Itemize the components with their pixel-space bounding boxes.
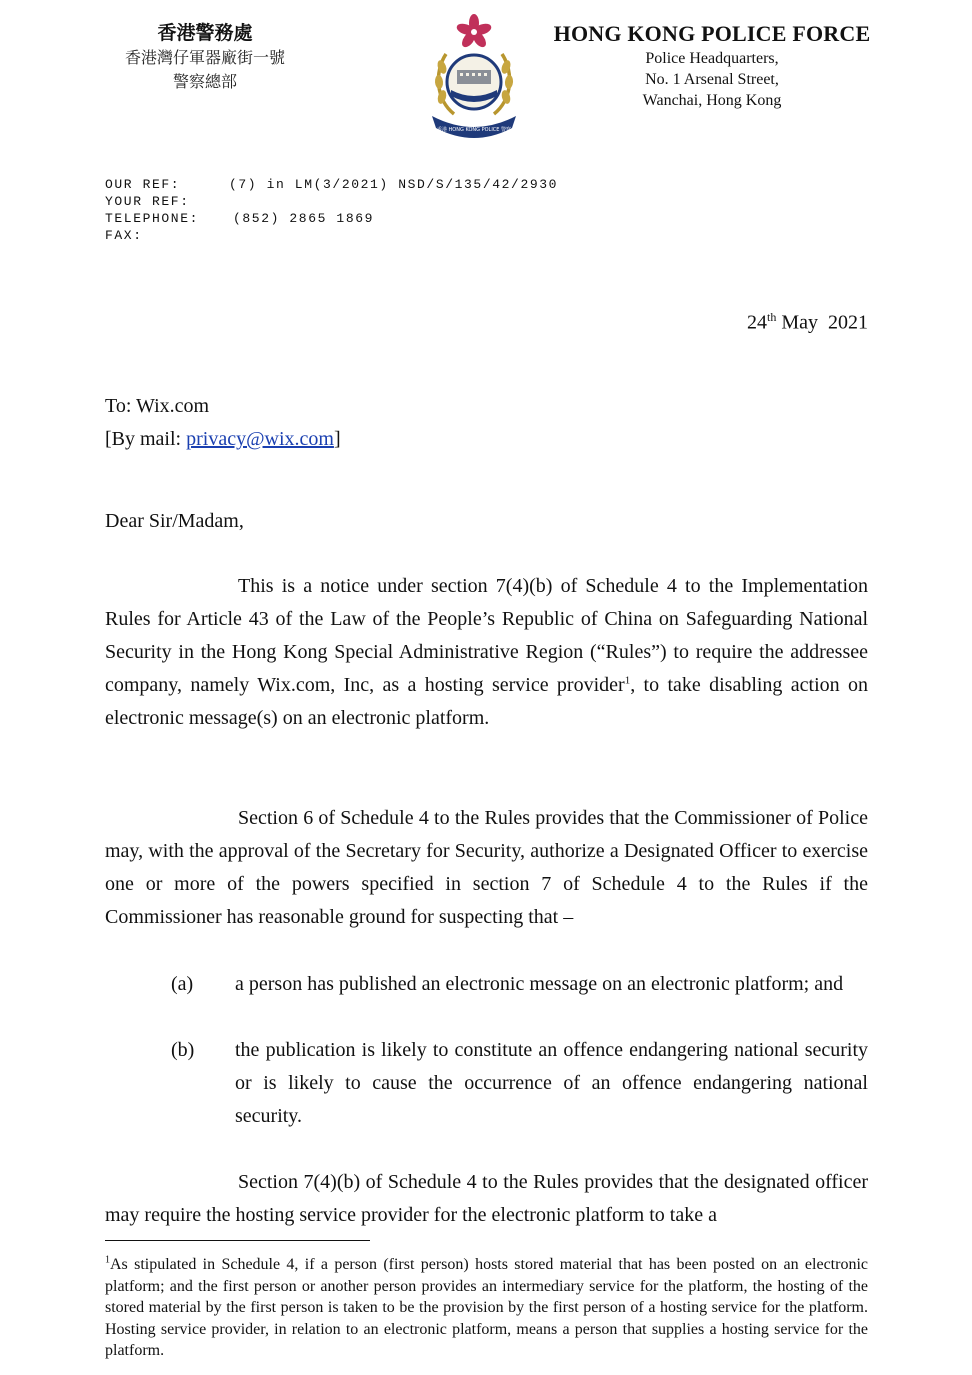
date-day: 24	[746, 311, 767, 334]
english-address-line-1: Police Headquarters,	[645, 50, 779, 67]
letter-date	[747, 310, 868, 335]
english-address-line-3: Wanchai, Hong Kong	[642, 92, 782, 109]
ref-label: YOUR REF:	[105, 194, 190, 209]
ref-row-fax	[105, 227, 558, 244]
svg-text:香港 HONG KONG POLICE 警察: 香港 HONG KONG POLICE 警察	[436, 127, 512, 133]
list-item-b	[105, 1034, 868, 1133]
ref-row-telephone	[105, 210, 558, 227]
paragraph-1-text-b: , to take disabling action on electronic message(s) on an electronic platform.	[105, 674, 868, 729]
list-item-label: (a)	[171, 973, 194, 995]
list-item-text: the publication is likely to constitute an offence endangering national security or is likely to cause the occurrence of an offence endangering national security.	[235, 1039, 868, 1127]
ref-value: (7) in LM(3/2021) NSD/S/135/42/2930	[229, 177, 559, 192]
paragraph-2-text: Section 6 of Schedule 4 to the Rules provides that the Commissioner of Police may, with the approval of the Secretary for Security, authorize a Designated Officer to exercise one or more of the powers specified in section 7 of Schedule 4 to the Rules if the Commissioner has reasonable ground for suspecting that –	[105, 807, 868, 928]
mail-suffix: ]	[333, 428, 341, 450]
recipient-block	[105, 390, 341, 456]
chinese-org-name: 香港警務處	[157, 22, 253, 44]
police-crest-icon	[424, 12, 524, 142]
ref-row-your-ref	[105, 193, 558, 210]
paragraph-1	[105, 570, 868, 735]
ref-label: TELEPHONE:	[105, 211, 200, 226]
chinese-address-line-1: 香港灣仔軍器廠街一號	[124, 48, 285, 67]
english-letterhead	[548, 20, 876, 111]
list-item-a	[105, 968, 878, 1001]
list-item-label: (b)	[171, 1039, 195, 1061]
paragraph-1-text-a: This is a notice under section 7(4)(b) of Schedule 4 to the Implementation Rules for Article 43 of the Law of the People’s Republic of China on Safeguarding National Security in the Hong Kong Special Administrative Region (“Rules”) to require the addressee company, namely Wix.com, Inc, as a hosting service provider	[105, 575, 868, 696]
ref-value: (852) 2865 1869	[233, 211, 375, 226]
ref-row-our-ref	[105, 176, 558, 193]
recipient-mail	[105, 423, 341, 456]
recipient-email-link[interactable]: privacy@wix.com	[186, 428, 334, 450]
ref-label: OUR REF:	[105, 177, 181, 192]
chinese-address-line-2: 警察總部	[172, 72, 237, 91]
ref-label: FAX:	[105, 228, 143, 243]
reference-block	[105, 176, 558, 244]
chinese-letterhead	[105, 20, 305, 94]
english-address-line-2: No. 1 Arsenal Street,	[645, 71, 779, 88]
paragraph-2	[105, 802, 868, 934]
footnote	[105, 1254, 880, 1362]
mail-prefix: [By mail:	[105, 428, 187, 450]
date-suffix: th	[766, 310, 777, 324]
recipient-to: To: Wix.com	[105, 395, 210, 417]
footnote-ref-mark: 1	[624, 674, 631, 687]
footnote-text: As stipulated in Schedule 4, if a person (first person) hosts stored material that has been posted on an electronic platform; and the first person or another person provides an intermediary service for the platform, the hosting of the stored material by the first person is taken to be the provision by the first person of a hosting service for the platform. Hosting service provider, in relation to an electronic platform, means a person that supplies a hosting service for the platform.	[105, 1256, 880, 1359]
list-item-text: a person has published an electronic message on an electronic platform; and	[235, 973, 844, 995]
paragraph-3-text: Section 7(4)(b) of Schedule 4 to the Rules provides that the designated officer may require the hosting service provider for the electronic platform to take a	[105, 1171, 868, 1226]
date-month-year: May 2021	[781, 311, 868, 334]
english-org-name: HONG KONG POLICE FORCE	[553, 21, 871, 46]
footnote-mark: 1	[105, 1254, 110, 1266]
paragraph-3	[105, 1166, 868, 1232]
footnote-divider	[105, 1240, 370, 1241]
salutation: Dear Sir/Madam,	[105, 510, 244, 532]
